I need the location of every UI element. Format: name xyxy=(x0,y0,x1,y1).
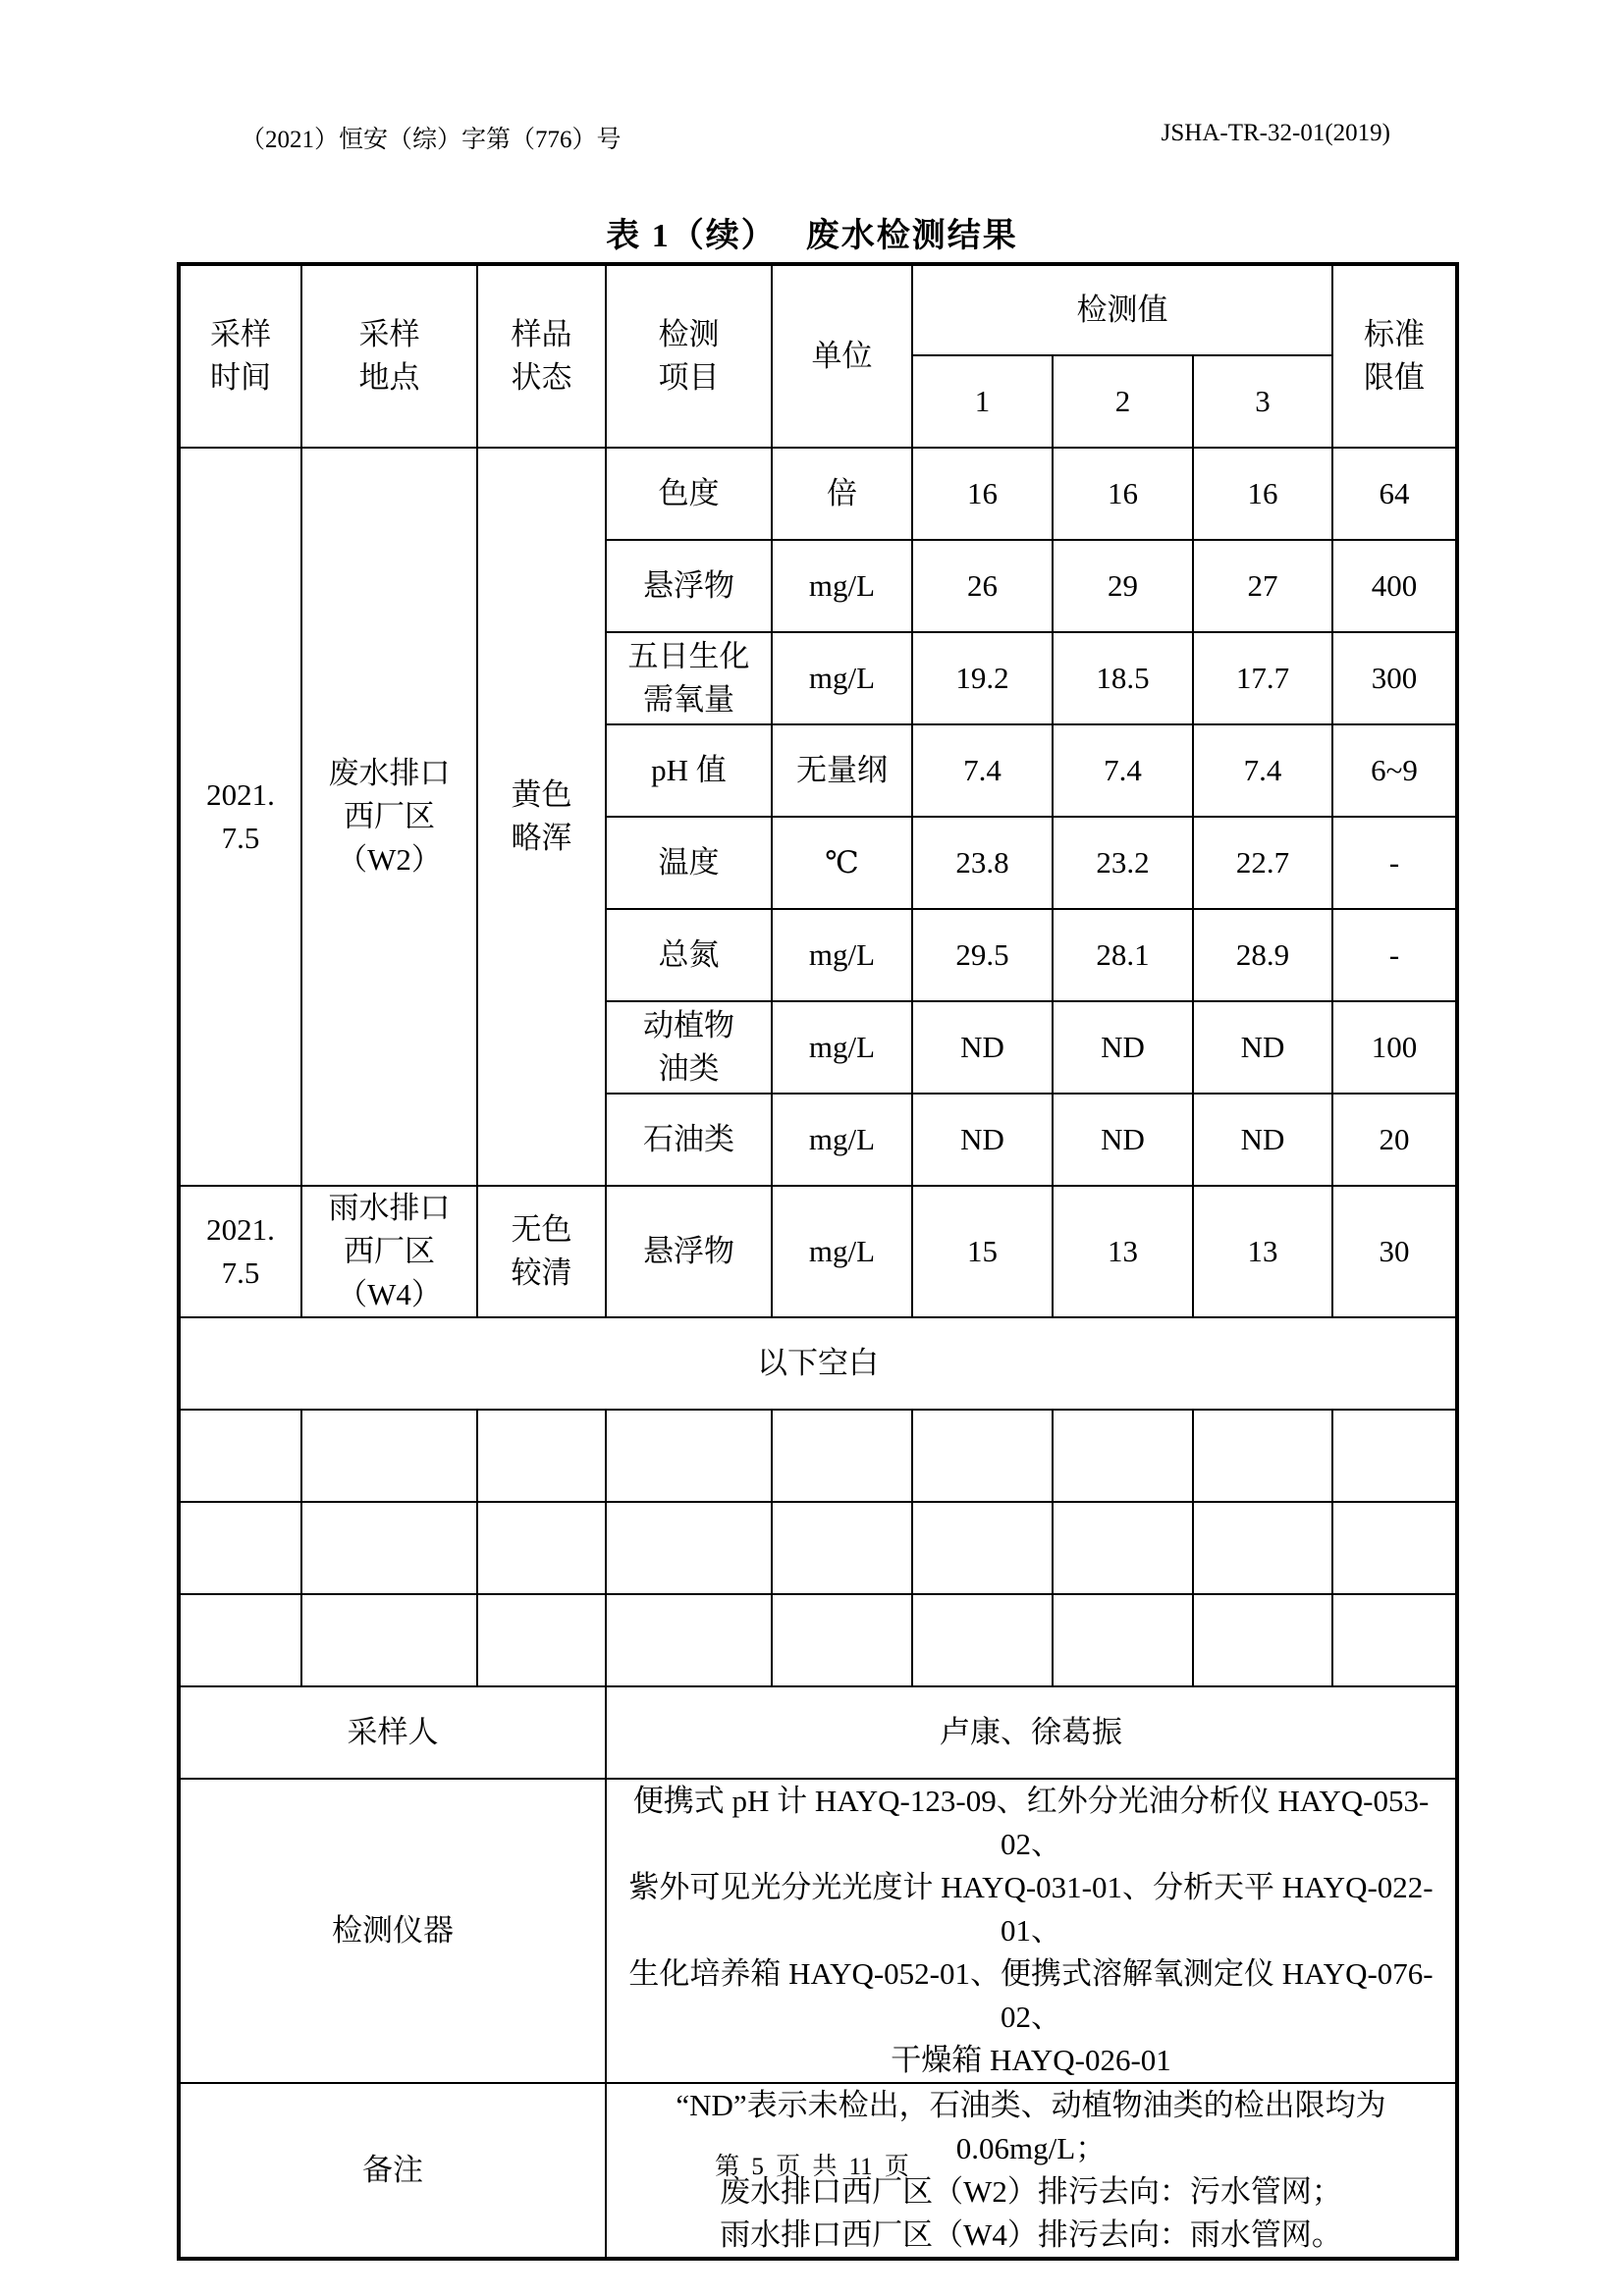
header-sample-state: 样品 状态 xyxy=(477,264,606,448)
limit-cell: 6~9 xyxy=(1332,724,1457,817)
test-item-cell: 悬浮物 xyxy=(606,540,772,632)
header-value-2: 2 xyxy=(1053,355,1193,448)
empty-cell xyxy=(179,1410,301,1502)
unit-cell: mg/L xyxy=(772,1186,912,1317)
blank-below-note: 以下空白 xyxy=(179,1317,1457,1410)
limit-cell: - xyxy=(1332,909,1457,1001)
remarks-label: 备注 xyxy=(179,2083,606,2259)
wastewater-results-table xyxy=(177,262,1459,2261)
value-3-cell: 22.7 xyxy=(1193,817,1332,909)
table-title-text: 废水检测结果 xyxy=(805,218,1018,254)
value-2-cell: 18.5 xyxy=(1053,632,1193,724)
unit-cell: mg/L xyxy=(772,632,912,724)
header-test-values: 检测值 xyxy=(912,264,1332,355)
value-2-cell: 28.1 xyxy=(1053,909,1193,1001)
limit-cell: - xyxy=(1332,817,1457,909)
document-code: JSHA-TR-32-01(2019) xyxy=(1161,120,1390,146)
value-2-cell: ND xyxy=(1053,1094,1193,1186)
value-2-cell: 16 xyxy=(1053,448,1193,540)
limit-cell: 100 xyxy=(1332,1001,1457,1094)
empty-cell xyxy=(772,1502,912,1594)
value-1-cell: ND xyxy=(912,1094,1053,1186)
test-item-cell: 总氮 xyxy=(606,909,772,1001)
value-2-cell: ND xyxy=(1053,1001,1193,1094)
test-item-cell: 悬浮物 xyxy=(606,1186,772,1317)
sampling-time-cell: 2021. 7.5 xyxy=(179,1186,301,1317)
sampling-time-cell: 2021. 7.5 xyxy=(179,448,301,1186)
empty-cell xyxy=(1053,1410,1193,1502)
value-3-cell: 7.4 xyxy=(1193,724,1332,817)
empty-cell xyxy=(606,1594,772,1686)
blank-marker-row xyxy=(179,1317,1457,1410)
unit-cell: 无量纲 xyxy=(772,724,912,817)
remarks-value: “ND”表示未检出，石油类、动植物油类的检出限均为 0.06mg/L； 废水排口西厂区（W2）排污去向：污水管网； 雨水排口西厂区（W4）排污去向：雨水管网。 xyxy=(606,2083,1457,2259)
empty-cell xyxy=(1332,1594,1457,1686)
empty-cell xyxy=(606,1502,772,1594)
value-1-cell: 15 xyxy=(912,1186,1053,1317)
empty-cell xyxy=(477,1594,606,1686)
test-item-cell: 色度 xyxy=(606,448,772,540)
sampler-label: 采样人 xyxy=(179,1686,606,1779)
sample-state-cell: 黄色 略浑 xyxy=(477,448,606,1186)
empty-cell xyxy=(912,1594,1053,1686)
empty-cell xyxy=(301,1410,477,1502)
report-number: （2021）恒安（综）字第（776）号 xyxy=(241,127,622,153)
sample-state-cell: 无色 较清 xyxy=(477,1186,606,1317)
unit-cell: mg/L xyxy=(772,540,912,632)
limit-cell: 64 xyxy=(1332,448,1457,540)
empty-cell xyxy=(606,1410,772,1502)
unit-cell: mg/L xyxy=(772,1094,912,1186)
empty-row xyxy=(179,1502,1457,1594)
limit-cell: 400 xyxy=(1332,540,1457,632)
empty-cell xyxy=(179,1502,301,1594)
empty-cell xyxy=(1193,1594,1332,1686)
value-1-cell: 16 xyxy=(912,448,1053,540)
empty-cell xyxy=(912,1502,1053,1594)
empty-cell xyxy=(1193,1410,1332,1502)
header-unit: 单位 xyxy=(772,264,912,448)
header-test-item: 检测 项目 xyxy=(606,264,772,448)
value-3-cell: 13 xyxy=(1193,1186,1332,1317)
table-title-label: 表 1（续） xyxy=(606,218,777,254)
sampling-location-cell: 雨水排口 西厂区 （W4） xyxy=(301,1186,477,1317)
table-row xyxy=(179,448,1457,540)
sampler-value: 卢康、徐葛振 xyxy=(606,1686,1457,1779)
test-item-cell: 石油类 xyxy=(606,1094,772,1186)
empty-cell xyxy=(301,1594,477,1686)
unit-cell: mg/L xyxy=(772,909,912,1001)
unit-cell: 倍 xyxy=(772,448,912,540)
empty-cell xyxy=(772,1410,912,1502)
value-3-cell: 16 xyxy=(1193,448,1332,540)
empty-cell xyxy=(772,1594,912,1686)
test-item-cell: 五日生化 需氧量 xyxy=(606,632,772,724)
empty-cell xyxy=(301,1502,477,1594)
value-1-cell: 19.2 xyxy=(912,632,1053,724)
empty-row xyxy=(179,1594,1457,1686)
test-item-cell: 温度 xyxy=(606,817,772,909)
value-2-cell: 29 xyxy=(1053,540,1193,632)
test-item-cell: 动植物 油类 xyxy=(606,1001,772,1094)
unit-cell: ℃ xyxy=(772,817,912,909)
value-1-cell: 26 xyxy=(912,540,1053,632)
instruments-label: 检测仪器 xyxy=(179,1779,606,2083)
empty-cell xyxy=(1332,1502,1457,1594)
test-item-cell: pH 值 xyxy=(606,724,772,817)
instruments-value: 便携式 pH 计 HAYQ-123-09、红外分光油分析仪 HAYQ-053-02、 紫外可见光分光光度计 HAYQ-031-01、分析天平 HAYQ-022-01、 生化培养箱 HAYQ-052-01、便携式溶解氧测定仪 HAYQ-076-02、 干燥箱 HAYQ-026-01 xyxy=(606,1779,1457,2083)
header-standard-limit: 标准 限值 xyxy=(1332,264,1457,448)
empty-cell xyxy=(1053,1502,1193,1594)
empty-cell xyxy=(912,1410,1053,1502)
limit-cell: 30 xyxy=(1332,1186,1457,1317)
value-1-cell: 7.4 xyxy=(912,724,1053,817)
header-value-1: 1 xyxy=(912,355,1053,448)
limit-cell: 300 xyxy=(1332,632,1457,724)
value-1-cell: 23.8 xyxy=(912,817,1053,909)
value-2-cell: 23.2 xyxy=(1053,817,1193,909)
empty-cell xyxy=(477,1502,606,1594)
empty-cell xyxy=(1053,1594,1193,1686)
empty-cell xyxy=(477,1410,606,1502)
empty-cell xyxy=(1332,1410,1457,1502)
value-3-cell: 27 xyxy=(1193,540,1332,632)
value-1-cell: ND xyxy=(912,1001,1053,1094)
value-2-cell: 13 xyxy=(1053,1186,1193,1317)
header-row-top xyxy=(179,264,1457,355)
limit-cell: 20 xyxy=(1332,1094,1457,1186)
instruments-row xyxy=(179,1779,1457,2083)
empty-row xyxy=(179,1410,1457,1502)
header-value-3: 3 xyxy=(1193,355,1332,448)
value-1-cell: 29.5 xyxy=(912,909,1053,1001)
value-3-cell: 28.9 xyxy=(1193,909,1332,1001)
table-row xyxy=(179,1186,1457,1317)
table-title xyxy=(0,208,1624,256)
empty-cell xyxy=(1193,1502,1332,1594)
sampling-location-cell: 废水排口 西厂区 （W2） xyxy=(301,448,477,1186)
value-3-cell: ND xyxy=(1193,1094,1332,1186)
page-number: 第 5 页 共 11 页 xyxy=(715,2154,909,2180)
empty-cell xyxy=(179,1594,301,1686)
value-2-cell: 7.4 xyxy=(1053,724,1193,817)
sampler-row xyxy=(179,1686,1457,1779)
header-sampling-time: 采样 时间 xyxy=(179,264,301,448)
unit-cell: mg/L xyxy=(772,1001,912,1094)
value-3-cell: 17.7 xyxy=(1193,632,1332,724)
header-sampling-location: 采样 地点 xyxy=(301,264,477,448)
value-3-cell: ND xyxy=(1193,1001,1332,1094)
